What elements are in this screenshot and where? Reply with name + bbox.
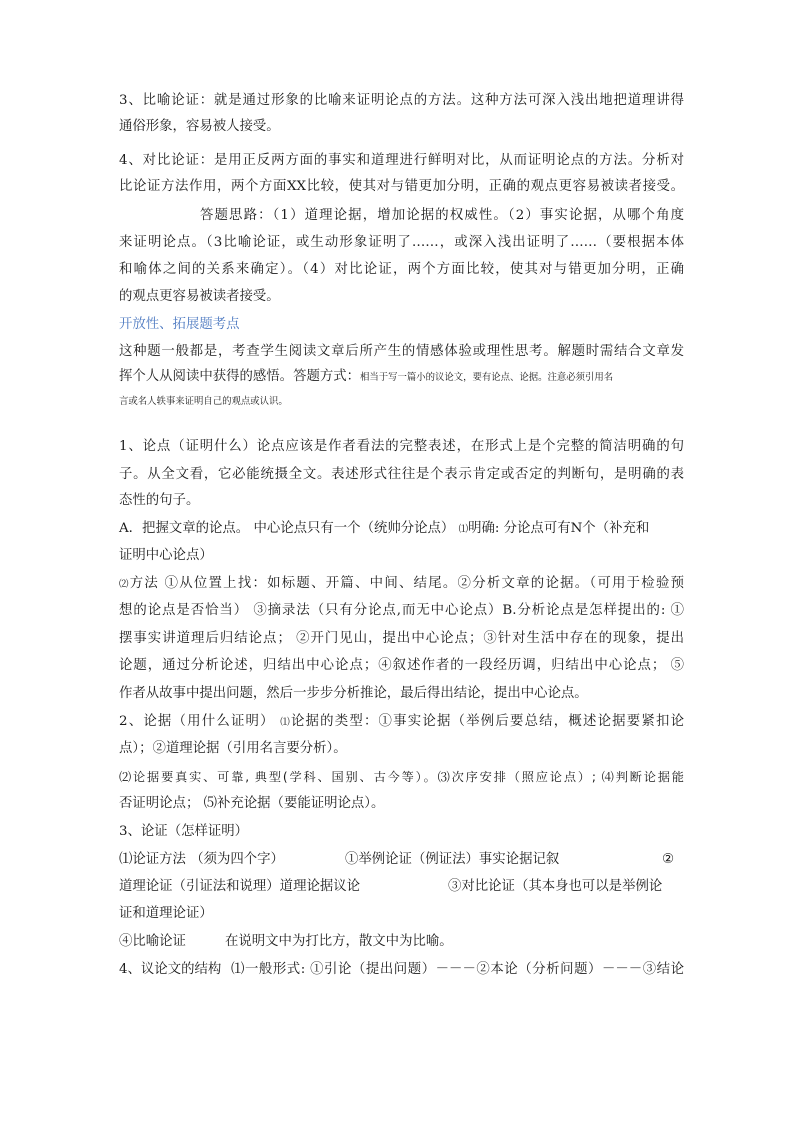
text-line: 通俗形象，容易被人接受。: [119, 119, 280, 134]
text-line: 和喻体之间的关系来确定）。（4）对比论证，两个方面比较，使其对与错更加分明，正确: [119, 262, 684, 277]
text-line: 道理论证（引证法和说理）道理论据议论: [119, 879, 361, 894]
text-span: A．把握文章的论点。 中心论点只有一个（统帅分论点）: [119, 521, 455, 536]
text-span: 挥个人从阅读中获得的感悟。答题方式：: [119, 369, 361, 384]
text-line: 1、论点（证明什么）论点应该是作者看法的完整表述，在形式上是个完整的简洁明确的句: [119, 439, 684, 454]
numbered-marker: ⑴: [280, 717, 291, 728]
text-line: 作者从故事中提出问题，然后一步步分析推论，最后得出结论，提出中心论点。: [119, 686, 588, 701]
text-line: 否证明论点； ⑸补充论据（要能证明论点）。: [119, 796, 385, 811]
text-line: 这种题一般都是，考查学生阅读文章后所产生的情感体验或理性思考。解题时需结合文章发: [119, 344, 684, 359]
text-line: 在说明文中为打比方，散文中为比喻。: [225, 934, 453, 949]
text-line: [119, 575, 684, 594]
text-line: ①举例论证（例证法）事实论据记叙: [345, 852, 560, 867]
text-line: ⑴论证方法 （须为四个字）: [119, 852, 284, 867]
text-line: ②: [662, 852, 675, 867]
text-line: [119, 713, 684, 732]
text-span: 方法 ①从位置上找：如标题、开篇、中间、结尾。②分析文章的论据。（可用于检验预: [129, 576, 684, 591]
text-line: 证明中心论点）: [119, 548, 213, 563]
text-line: 论题，通过分析论述，归结出中心论点；④叙述作者的一段经历调，归结出中心论点； ⑤: [119, 658, 684, 673]
text-line: ⑴一般形式: ①引论（提出问题）－－－②本论（分析问题）－－－③结论: [231, 962, 684, 977]
numbered-marker: ⑵: [119, 579, 130, 590]
text-span: 明确: 分论点可有N个（补充和: [468, 521, 650, 536]
numbered-marker: ⑴: [458, 524, 469, 535]
text-line: ③对比论证（其本身也可以是举例论: [448, 879, 663, 894]
text-line: 子。从全文看，它必能统摄全文。表述形式往往是个表示肯定或否定的判断句，是明确的表: [119, 467, 684, 482]
text-line: [119, 520, 649, 539]
text-line: 摆事实讲道理后归结论点； ②开门见山，提出中心论点；③针对生活中存在的现象，提出: [119, 631, 684, 646]
text-line: 态性的句子。: [119, 493, 200, 508]
small-text-line: 言或名人轶事来证明自己的观点或认识。: [119, 396, 288, 407]
text-line: 来证明论点。（3比喻论证，或生动形象证明了……，或深入浅出证明了……（要根据本体: [119, 235, 684, 250]
text-line: 3、比喻论证：就是通过形象的比喻来证明论点的方法。这种方法可深入浅出地把道理讲得: [119, 93, 684, 108]
text-span: 2、论据（用什么证明）: [119, 714, 275, 729]
text-line: 证和道理论证）: [119, 906, 213, 921]
text-line: [119, 368, 613, 387]
text-line: ⑵论据要真实、可靠, 典型(学科、国别、古今等）。⑶次序安排（照应论点）; ⑷判断论据能: [119, 770, 684, 784]
text-line: 3、论证（怎样证明）: [119, 824, 249, 839]
text-line: 点）；②道理论据（引用名言要分析）。: [119, 741, 347, 756]
text-span: 论据的类型：①事实论据（举例后要总结，概述论据要紧扣论: [290, 714, 684, 729]
text-line: 比论证方法作用，两个方面XX比较，使其对与错更加分明，正确的观点更容易被读者接受。: [119, 179, 684, 194]
small-text-span: 相当于写一篇小的议论文，要有论点、论据。注意必须引用名: [360, 372, 614, 383]
text-line: 4、议论文的结构: [119, 962, 222, 977]
text-line: ④比喻论证: [119, 934, 186, 949]
text-line: 想的论点是否恰当） ③摘录法（只有分论点,而无中心论点）B.分析论点是怎样提出的: ①: [119, 603, 685, 618]
text-line: 答题思路：（1）道理论据，增加论据的权威性。（2）事实论据，从哪个角度: [200, 208, 684, 223]
text-line: 的观点更容易被读者接受。: [119, 289, 280, 304]
section-heading: 开放性、拓展题考点: [119, 317, 240, 332]
text-line: 4、对比论证：是用正反两方面的事实和道理进行鲜明对比，从而证明论点的方法。分析对: [119, 153, 684, 168]
